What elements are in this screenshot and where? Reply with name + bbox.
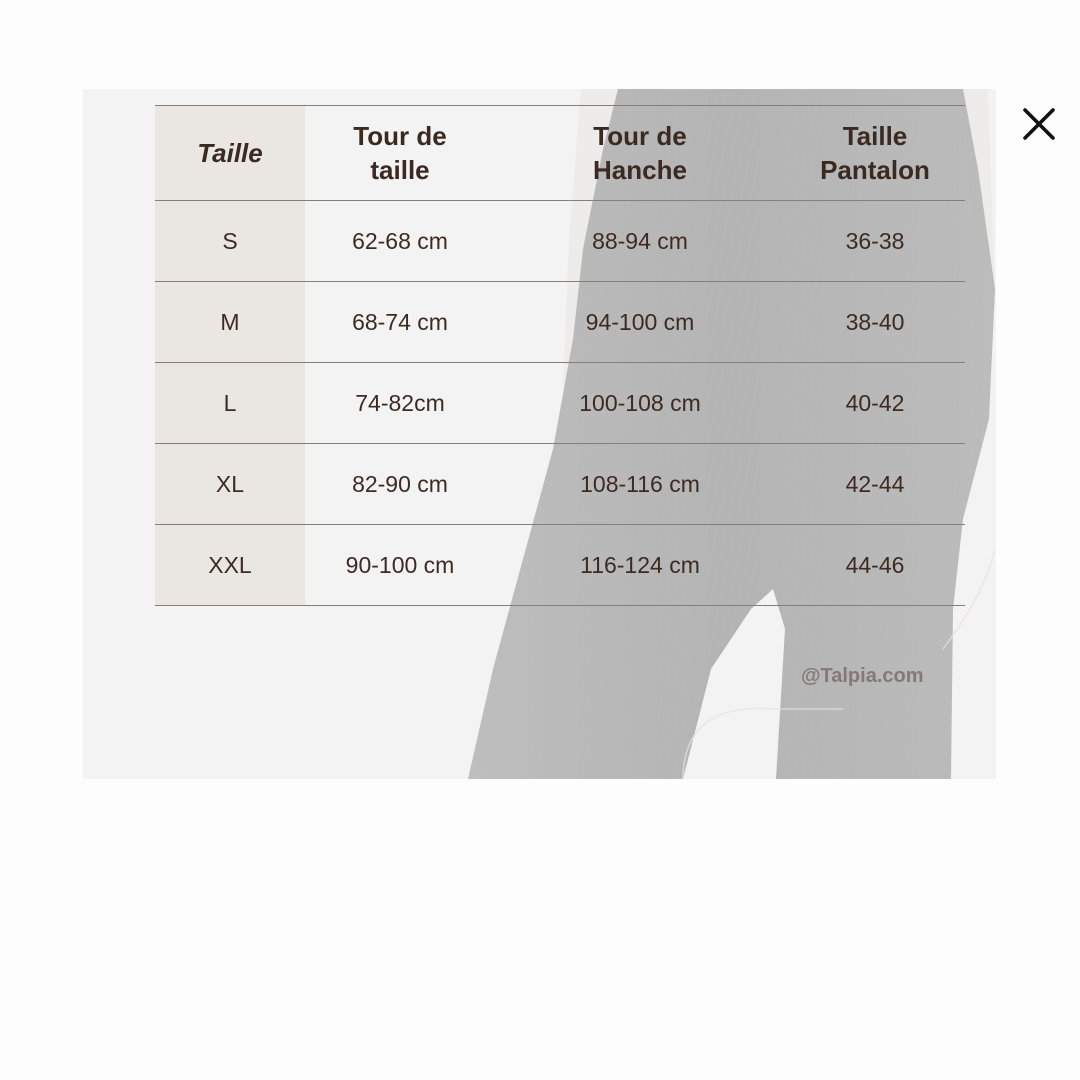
cell-waist: 74-82cm [305, 363, 495, 444]
close-button[interactable] [1018, 103, 1060, 145]
table-row [155, 525, 965, 606]
header-size: Taille [155, 106, 305, 201]
cell-pant: 38-40 [785, 282, 965, 363]
header-pant: Taille Pantalon [785, 106, 965, 201]
cell-waist: 62-68 cm [305, 201, 495, 282]
header-waist: Tour de taille [305, 106, 495, 201]
cell-hip: 108-116 cm [495, 444, 785, 525]
cell-size: L [155, 363, 305, 444]
cell-waist: 82-90 cm [305, 444, 495, 525]
watermark: @Talpia.com [801, 665, 924, 687]
cell-size: XXL [155, 525, 305, 606]
table-row [155, 201, 965, 282]
size-chart-image [83, 89, 996, 779]
cell-size: M [155, 282, 305, 363]
close-icon [1018, 103, 1060, 145]
cell-pant: 44-46 [785, 525, 965, 606]
cell-hip: 88-94 cm [495, 201, 785, 282]
header-hip: Tour de Hanche [495, 106, 785, 201]
cell-waist: 68-74 cm [305, 282, 495, 363]
cell-size: XL [155, 444, 305, 525]
table-row [155, 282, 965, 363]
cell-hip: 116-124 cm [495, 525, 785, 606]
table-header-row [155, 106, 965, 201]
cell-pant: 40-42 [785, 363, 965, 444]
cell-hip: 100-108 cm [495, 363, 785, 444]
cell-pant: 36-38 [785, 201, 965, 282]
table-row [155, 444, 965, 525]
table-row [155, 363, 965, 444]
cell-waist: 90-100 cm [305, 525, 495, 606]
cell-size: S [155, 201, 305, 282]
size-table [155, 105, 965, 606]
cell-pant: 42-44 [785, 444, 965, 525]
cell-hip: 94-100 cm [495, 282, 785, 363]
